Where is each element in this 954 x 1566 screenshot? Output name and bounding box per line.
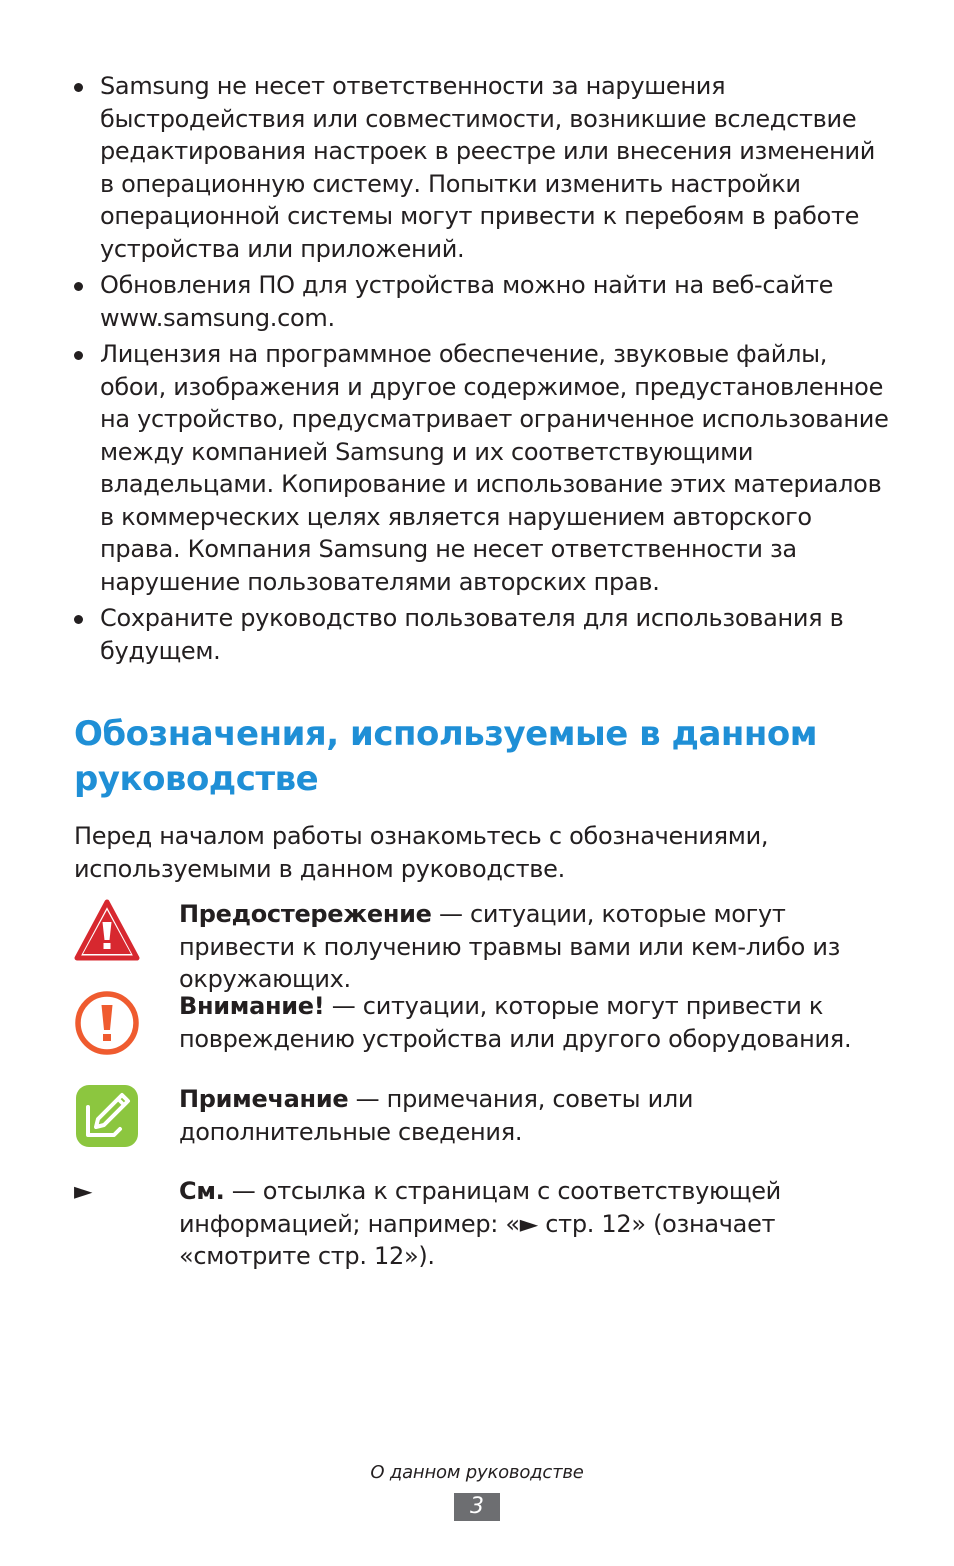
footer-section-title: О данном руководстве — [370, 1462, 584, 1483]
bullet-list — [74, 70, 894, 671]
bullet-dot-icon — [74, 351, 83, 360]
legend-term: Предостережение — [179, 900, 432, 928]
legend-term: См. — [179, 1177, 225, 1205]
arrow-right-icon: ► — [74, 1177, 93, 1205]
bullet-text: Обновления ПО для устройства можно найти на веб-сайте www.samsung.com. — [100, 271, 834, 332]
bullet-item — [74, 70, 894, 265]
bullet-item — [74, 338, 894, 598]
page-number: 3 — [454, 1493, 500, 1521]
legend-reference-text — [179, 1175, 894, 1273]
caution-circle-icon — [74, 990, 140, 1056]
bullet-dot-icon — [74, 615, 83, 624]
legend-description: — ситуации, которые могут привести к повреждению устройства или другого оборудования. — [179, 992, 852, 1053]
bullet-text: Лицензия на программное обеспечение, звуковые файлы, обои, изображения и другое содержимое, предустановленное на устройство, предусматривает ограниченное использование между компанией Samsung и их соответствующими владельцами. Копирование и использование этих материалов в коммерческих целях является нарушением авторского права. Компания Samsung не несет ответственности за нарушение пользователями авторских прав. — [100, 340, 889, 596]
legend-term: Примечание — [179, 1085, 349, 1113]
legend-note-text — [179, 1083, 894, 1148]
note-pencil-icon — [74, 1083, 140, 1149]
section-title: Обозначения, используемые в данном руководстве — [74, 714, 818, 799]
legend-description: — примечания, советы или дополнительные сведения. — [179, 1085, 694, 1146]
section-intro: Перед началом работы ознакомьтесь с обозначениями, используемыми в данном руководстве. — [74, 822, 769, 883]
legend-warning-text — [179, 898, 894, 996]
legend-caution-text — [179, 990, 894, 1055]
legend-description: — ситуации, которые могут привести к получению травмы вами или кем-либо из окружающих. — [179, 900, 841, 993]
bullet-text: Samsung не несет ответственности за нарушения быстродействия или совместимости, возникшие вследствие редактирования настроек в реестре или внесения изменений в операционную систему. Попытки изменить настройки операционной системы могут привести к перебоям в работе устройства или приложений. — [100, 72, 876, 263]
bullet-dot-icon — [74, 282, 83, 291]
legend-term: Внимание! — [179, 992, 325, 1020]
bullet-item — [74, 269, 894, 334]
bullet-dot-icon — [74, 83, 83, 92]
bullet-text: Сохраните руководство пользователя для использования в будущем. — [100, 604, 844, 665]
legend-description: — отсылка к страницам с соответствующей информацией; например: «► стр. 12» (означает «смотрите стр. 12»). — [179, 1177, 781, 1270]
bullet-item — [74, 602, 894, 667]
warning-triangle-icon — [74, 898, 140, 964]
